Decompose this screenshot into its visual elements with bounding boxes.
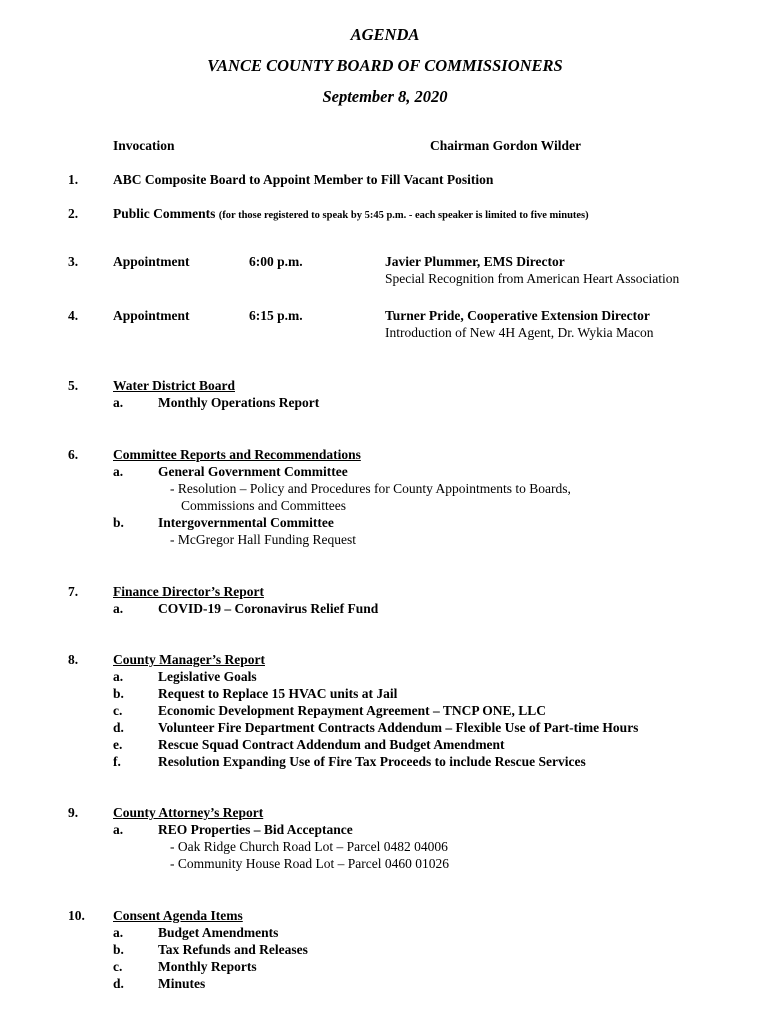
invocation-label: Invocation — [113, 138, 175, 153]
item-8f-text: Resolution Expanding Use of Fire Tax Proceeds to include Rescue Services — [158, 754, 586, 769]
document-title: AGENDA — [350, 25, 420, 44]
item-2-note: (for those registered to speak by 5:45 p.m. - each speaker is limited to five minutes) — [218, 210, 589, 221]
item-8c-text: Economic Development Repayment Agreement – TNCP ONE, LLC — [158, 703, 546, 718]
sub-letter: d. — [113, 720, 124, 735]
item-5-title: Water District Board — [113, 378, 235, 393]
item-1-text: ABC Composite Board to Appoint Member to Fill Vacant Position — [113, 172, 494, 187]
item-7-title: Finance Director’s Report — [113, 584, 264, 599]
sub-letter: e. — [113, 737, 123, 752]
sub-letter: a. — [113, 925, 124, 940]
item-8d-text: Volunteer Fire Department Contracts Addendum – Flexible Use of Part-time Hours — [158, 720, 639, 735]
item-10a-text: Budget Amendments — [158, 925, 279, 940]
item-number: 1. — [68, 172, 79, 187]
item-2-text — [113, 207, 589, 222]
item-8a-text: Legislative Goals — [158, 669, 257, 684]
item-8-title: County Manager’s Report — [113, 652, 265, 667]
item-number: 5. — [68, 378, 79, 393]
sub-letter: b. — [113, 686, 124, 701]
item-number: 2. — [68, 206, 79, 221]
item-number: 8. — [68, 652, 79, 667]
item-2-title: Public Comments — [113, 206, 216, 221]
item-4-presenter: Turner Pride, Cooperative Extension Director — [385, 308, 650, 323]
meeting-date: September 8, 2020 — [322, 87, 448, 106]
item-3-description: Special Recognition from American Heart Association — [385, 271, 680, 286]
item-4-description: Introduction of New 4H Agent, Dr. Wykia Macon — [385, 325, 654, 340]
item-6b-text: Intergovernmental Committee — [158, 515, 334, 530]
sub-letter: a. — [113, 464, 124, 479]
item-number: 9. — [68, 805, 79, 820]
sub-letter: a. — [113, 395, 124, 410]
item-number: 6. — [68, 447, 79, 462]
item-8b-text: Request to Replace 15 HVAC units at Jail — [158, 686, 398, 701]
sub-letter: a. — [113, 822, 124, 837]
item-4-time: 6:15 p.m. — [249, 308, 303, 323]
item-10b-text: Tax Refunds and Releases — [158, 942, 308, 957]
item-3-type: Appointment — [113, 254, 190, 269]
item-7a-text: COVID-19 – Coronavirus Relief Fund — [158, 601, 379, 616]
item-9a-text: REO Properties – Bid Acceptance — [158, 822, 353, 837]
item-number: 4. — [68, 308, 79, 323]
organization-name: VANCE COUNTY BOARD OF COMMISSIONERS — [207, 56, 563, 75]
item-5a-text: Monthly Operations Report — [158, 395, 320, 410]
item-10d-text: Minutes — [158, 976, 206, 991]
sub-letter: c. — [113, 703, 123, 718]
item-10c-text: Monthly Reports — [158, 959, 257, 974]
sub-letter: b. — [113, 515, 124, 530]
item-6b-detail: - McGregor Hall Funding Request — [170, 532, 356, 547]
item-4-type: Appointment — [113, 308, 190, 323]
item-9a-detail-2: - Community House Road Lot – Parcel 0460 01026 — [170, 856, 449, 871]
item-number: 10. — [68, 908, 85, 923]
sub-letter: b. — [113, 942, 124, 957]
item-6-title: Committee Reports and Recommendations — [113, 447, 361, 462]
item-8e-text: Rescue Squad Contract Addendum and Budget Amendment — [158, 737, 505, 752]
sub-letter: a. — [113, 669, 124, 684]
item-9a-detail-1: - Oak Ridge Church Road Lot – Parcel 0482 04006 — [170, 839, 448, 854]
item-3-presenter: Javier Plummer, EMS Director — [385, 254, 565, 269]
item-number: 3. — [68, 254, 79, 269]
item-10-title: Consent Agenda Items — [113, 908, 243, 923]
item-3-time: 6:00 p.m. — [249, 254, 303, 269]
item-6a-detail-cont: Commissions and Committees — [181, 498, 347, 513]
item-6a-detail: - Resolution – Policy and Procedures for County Appointments to Boards, — [170, 481, 571, 496]
item-9-title: County Attorney’s Report — [113, 805, 264, 820]
item-number: 7. — [68, 584, 79, 599]
item-6a-text: General Government Committee — [158, 464, 348, 479]
sub-letter: f. — [113, 754, 121, 769]
sub-letter: d. — [113, 976, 124, 991]
sub-letter: a. — [113, 601, 124, 616]
invocation-person: Chairman Gordon Wilder — [430, 138, 582, 153]
sub-letter: c. — [113, 959, 123, 974]
